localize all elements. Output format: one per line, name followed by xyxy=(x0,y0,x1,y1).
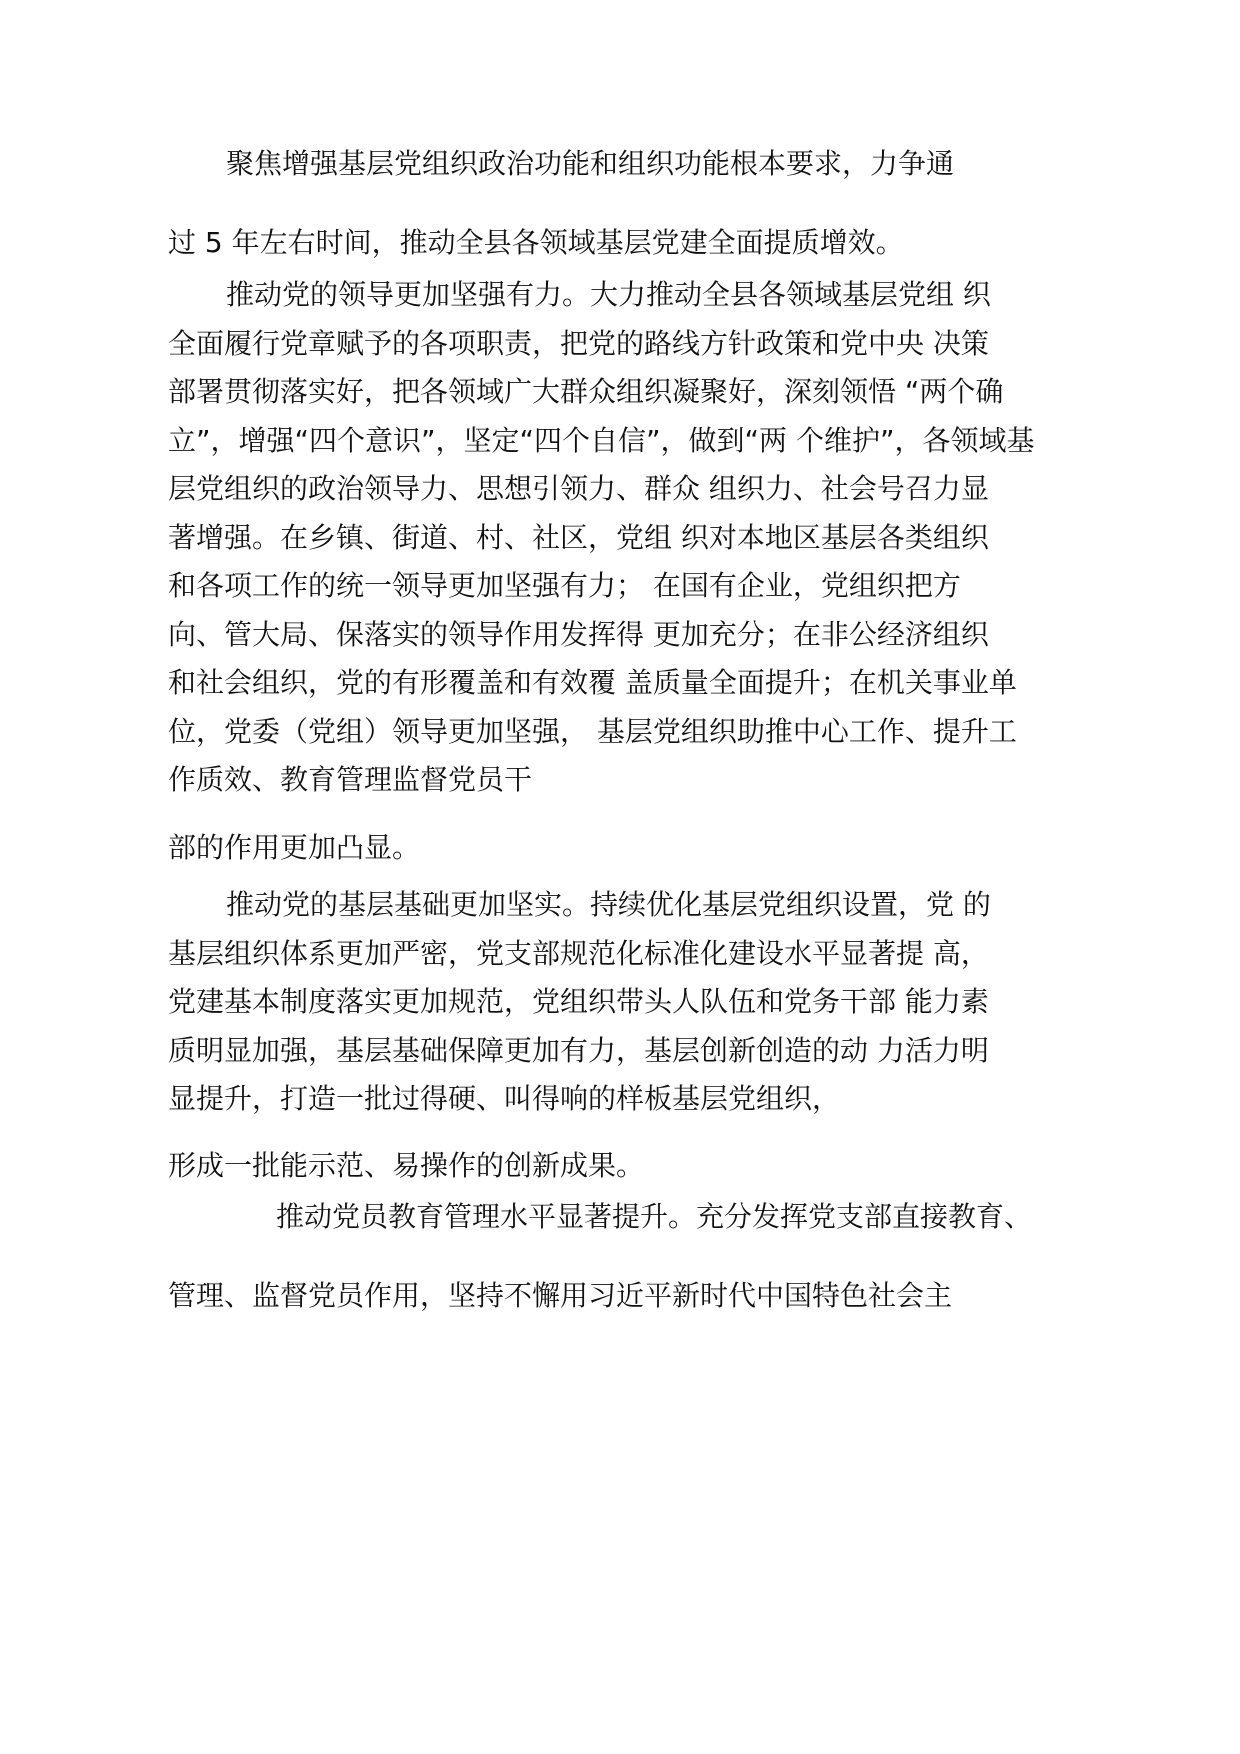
text-line: 层党组织的政治领导力、思想引领力、群众 组织力、社会号召力显 xyxy=(168,472,989,505)
text-line: 作质效、教育管理监督党员干 xyxy=(168,763,533,796)
text-line: 和各项工作的统一领导更加坚强有力； 在国有企业，党组织把方 xyxy=(168,569,961,602)
text-line: 聚焦增强基层党组织政治功能和组织功能根本要求，力争通 xyxy=(226,147,955,180)
text-line: 形成一批能示范、易操作的创新成果。 xyxy=(168,1149,645,1182)
text-line: 和社会组织，党的有形覆盖和有效覆 盖质量全面提升；在机关事业单 xyxy=(168,666,1017,699)
text-line: 管理、监督党员作用，坚持不懈用习近平新时代中国特色社会主 xyxy=(168,1279,953,1312)
text-line: 党建基本制度落实更加规范，党组织带头人队伍和党务干部 能力素 xyxy=(168,985,989,1018)
text-line: 部署贯彻落实好，把各领域广大群众组织凝聚好，深刻领悟 “两个确 xyxy=(168,375,1004,408)
text-line: 部的作用更加凸显。 xyxy=(168,831,421,864)
text-line: 立”，增强“四个意识”，坚定“四个自信”，做到“两 个维护”，各领域基 xyxy=(168,424,1035,457)
text-line: 过 5 年左右时间，推动全县各领域基层党建全面提质增效。 xyxy=(168,226,904,259)
text-line: 著增强。在乡镇、街道、村、社区，党组 织对本地区基层各类组织 xyxy=(168,521,989,554)
text-line: 推动党的领导更加坚强有力。大力推动全县各领域基层党组 织 xyxy=(226,278,991,311)
text-line: 推动党的基层基础更加坚实。持续优化基层党组织设置，党 的 xyxy=(226,888,991,921)
text-line: 基层组织体系更加严密，党支部规范化标准化建设水平显著提 高， xyxy=(168,937,989,970)
text-line: 全面履行党章赋予的各项职责，把党的路线方针政策和党中央 决策 xyxy=(168,327,989,360)
text-line: 向、管大局、保落实的领导作用发挥得 更加充分；在非公经济组织 xyxy=(168,618,989,651)
text-line: 位，党委（党组）领导更加坚强， 基层党组织助推中心工作、提升工 xyxy=(168,715,1017,748)
text-line: 质明显加强，基层基础保障更加有力，基层创新创造的动 力活力明 xyxy=(168,1034,989,1067)
text-line: 推动党员教育管理水平显著提升。充分发挥党支部直接教育、 xyxy=(276,1200,1033,1233)
text-line: 显提升，打造一批过得硬、叫得响的样板基层党组织， xyxy=(168,1082,841,1115)
